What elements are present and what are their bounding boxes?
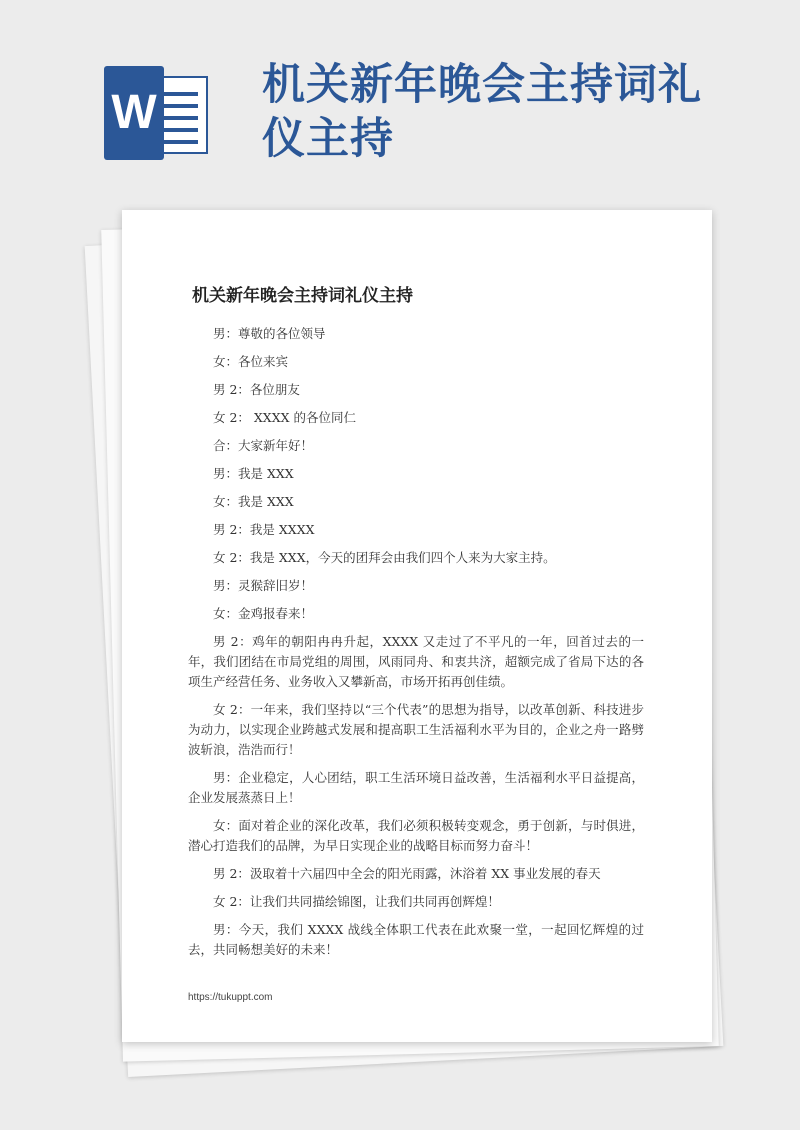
paragraph: 男：灵猴辞旧岁！ [213, 578, 314, 593]
paragraph: 男 2：汲取着十六届四中全会的阳光雨露，沐浴着 XX 事业发展的春天 [213, 866, 601, 881]
paragraph: 男：尊敬的各位领导 [213, 326, 326, 341]
paragraph: 女 2：让我们共同描绘锦图，让我们共同再创辉煌！ [213, 894, 500, 909]
paragraph: 男 2：鸡年的朝阳冉冉升起，XXXX 又走过了不平凡的一年，回首过去的一年，我们团结在市局党组的周围，风雨同舟、和衷共济，超额完成了省局下达的各项生产经营任务、业务收入又攀新高，市场开拓再创佳绩。 [188, 634, 644, 689]
word-badge-icon: W [104, 66, 164, 160]
word-document-icon [104, 66, 216, 160]
paragraph: 合：大家新年好！ [213, 438, 314, 453]
paragraph: 女 2：一年来，我们坚持以“三个代表”的思想为指导，以改革创新、科技进步为动力，以实现企业跨越式发展和提高职工生活福利水平为目的，企业之舟一路劈波斩浪，浩浩而行！ [188, 702, 644, 757]
paragraph: 男：今天，我们 XXXX 战线全体职工代表在此欢聚一堂，一起回忆辉煌的过去，共同畅想美好的未来！ [188, 922, 644, 957]
paragraph: 女：我是 XXX [213, 494, 294, 509]
paragraph: 女：金鸡报春来！ [213, 606, 314, 621]
paragraph: 女 2： XXXX 的各位同仁 [213, 410, 356, 425]
document-body [188, 324, 644, 968]
footer-url: https://tukuppt.com [188, 992, 273, 1003]
paragraph: 男：我是 XXX [213, 466, 294, 481]
paragraph: 女：各位来宾 [213, 354, 289, 369]
page-title: 机关新年晚会主持词礼仪主持 [262, 60, 702, 164]
paragraph: 男 2：各位朋友 [213, 382, 300, 397]
paragraph: 男 2：我是 XXXX [213, 522, 315, 537]
paragraph: 女 2：我是 XXX，今天的团拜会由我们四个人来为大家主持。 [213, 550, 556, 565]
paragraph: 男：企业稳定，人心团结，职工生活环境日益改善，生活福利水平日益提高，企业发展蒸蒸日上！ [188, 770, 644, 805]
paragraph: 女：面对着企业的深化改革，我们必须积极转变观念，勇于创新，与时俱进，潜心打造我们的品牌，为早日实现企业的战略目标而努力奋斗！ [188, 818, 644, 853]
document-page [122, 210, 712, 1042]
document-title: 机关新年晚会主持词礼仪主持 [192, 286, 413, 306]
